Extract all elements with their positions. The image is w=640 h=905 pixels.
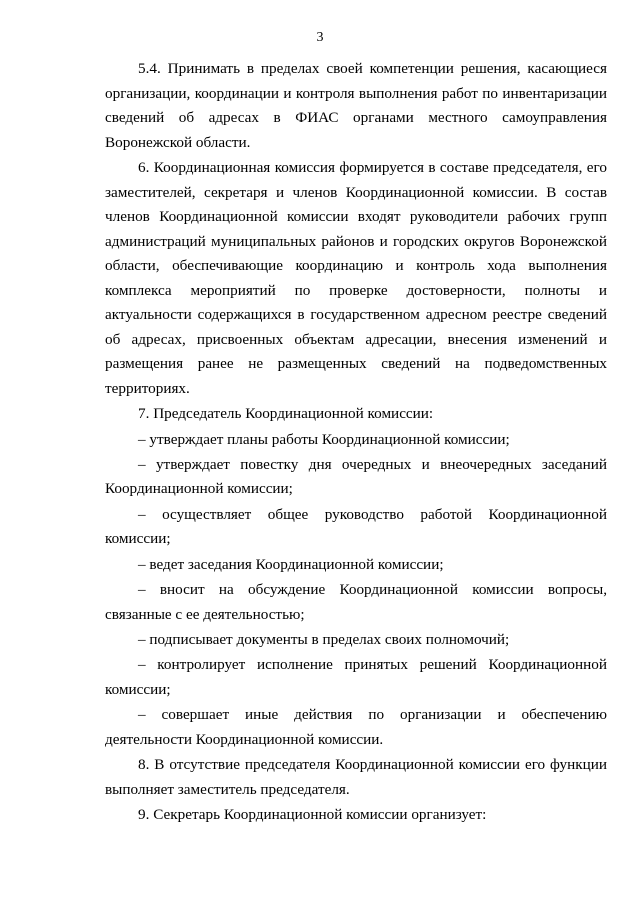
paragraph-6: 6. Координационная комиссия формируется в составе председателя, его заместителей, секретаря и членов Координационной комиссии. В состав членов Координационной комиссии входят руководители рабочих групп администраций муниципальных районов и городских округов Воронежской области, обеспечивающие координацию и контроль хода выполнения комплекса мероприятий по проверке достоверности, полноты и актуальности содержащихся в государственном адресном реестре сведений об адресах, присвоенных объектам адресации, внесения изменений и размещения ранее не размещенных сведений на подведомственных территориях. [105, 158, 607, 397]
paragraph-9: 9. Секретарь Координационной комиссии организует: [138, 805, 487, 823]
document-body [105, 57, 607, 828]
list-item-conducts-meetings: – ведет заседания Координационной комиссии; [138, 555, 444, 573]
paragraph-8: 8. В отсутствие председателя Координационной комиссии его функции выполняет заместитель председателя. [105, 756, 607, 798]
list-item-submits-questions: – вносит на обсуждение Координационной комиссии вопросы, связанные с ее деятельностью; [105, 581, 607, 623]
page-number: 3 [316, 30, 324, 45]
paragraph-5-4: 5.4. Принимать в пределах своей компетенции решения, касающиеся организации, координации и контроля выполнения работ по инвентаризации сведений об адресах в ФИАС органами местного самоуправления Воронежской области. [105, 60, 607, 151]
list-item-signs-documents: – подписывает документы в пределах своих полномочий; [138, 630, 510, 648]
list-item-other-actions: – совершает иные действия по организации и обеспечению деятельности Координационной комиссии. [105, 706, 607, 748]
list-item-controls-decisions: – контролирует исполнение принятых решений Координационной комиссии; [105, 656, 607, 698]
paragraph-7: 7. Председатель Координационной комиссии: [138, 405, 434, 423]
list-item-general-management: – осуществляет общее руководство работой Координационной комиссии; [105, 505, 607, 548]
list-item-approves-plans: – утверждает планы работы Координационной комиссии; [138, 430, 510, 448]
list-item-approves-agenda: – утверждает повестку дня очередных и внеочередных заседаний Координационной комиссии; [105, 455, 607, 498]
